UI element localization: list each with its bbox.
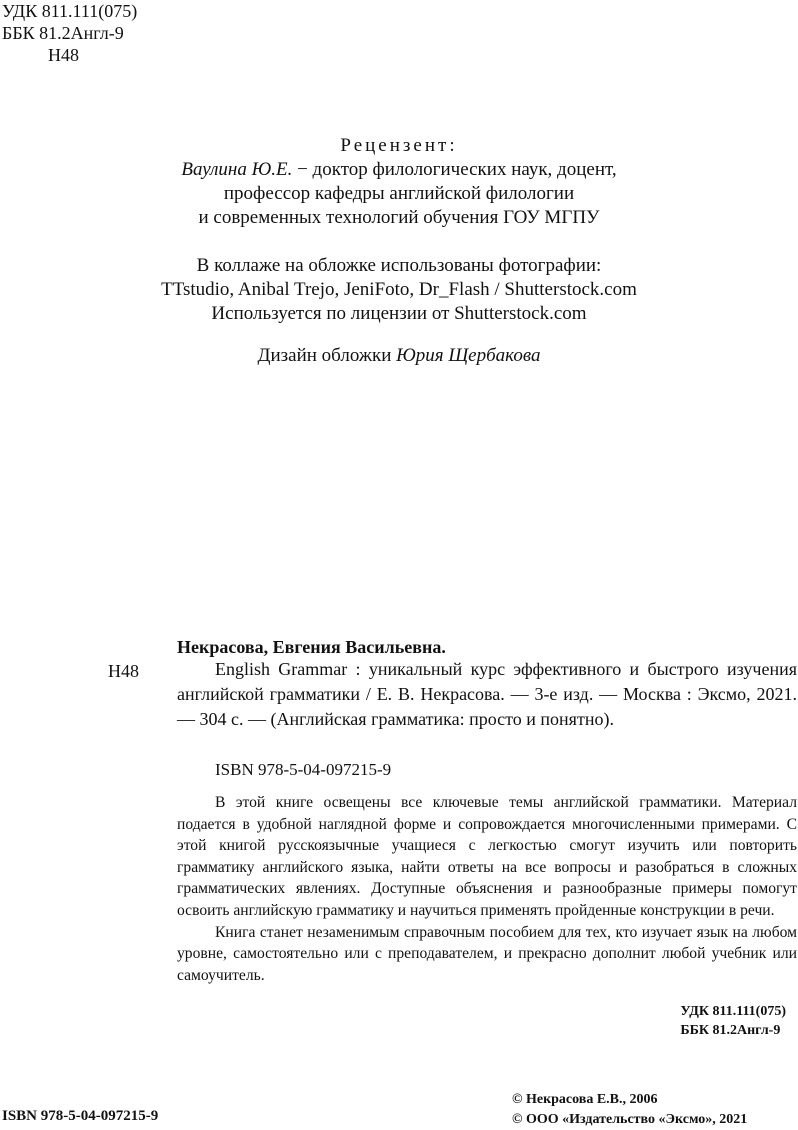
top-classification-codes [2, 0, 137, 66]
reviewer-line-3: и современных технологий обучения ГОУ МГПУ [198, 207, 600, 228]
top-author-mark: Н48 [48, 45, 79, 65]
copyright-publisher: © ООО «Издательство «Эксмо», 2021 [512, 1112, 748, 1127]
top-bbk-code: ББК 81.2Англ-9 [2, 23, 124, 43]
reviewer-credentials: − доктор филологических наук, доцент, [292, 159, 617, 180]
reviewer-name: Ваулина Ю.Е. [181, 159, 293, 180]
cover-design-prefix: Дизайн обложки [257, 345, 397, 366]
catalog-entry [177, 657, 797, 732]
catalog-udk-code: УДК 811.111(075) [680, 1004, 786, 1019]
cover-design-credit [0, 344, 798, 368]
reviewer-line-1 [0, 158, 798, 182]
catalog-abstract [177, 792, 797, 986]
photo-credits-line-1: В коллаже на обложке использованы фотографии: [196, 255, 602, 276]
top-udk-code: УДК 811.111(075) [2, 1, 138, 21]
catalog-entry-text: English Grammar : уникальный курс эффективного и быстрого изучения английской грамматики / Е. В. Некрасова. — 3-е изд. — Москва : Эксмо, 2021. — 304 с. — (Английская грамматика: просто и понятно). [177, 659, 797, 729]
photo-credits [0, 254, 798, 326]
cover-designer-name: Юрия Щербакова [396, 345, 541, 366]
copyright-author: © Некрасова Е.В., 2006 [512, 1092, 658, 1107]
catalog-author-mark: Н48 [108, 661, 139, 681]
catalog-bbk-code: ББК 81.2Англ-9 [680, 1023, 781, 1038]
photo-credits-line-3: Используется по лицензии от Shutterstock.com [211, 303, 587, 324]
copyright-block [512, 1090, 747, 1130]
reviewer-block [0, 134, 798, 230]
photo-credits-line-2: TTstudio, Anibal Trejo, JeniFoto, Dr_Flash / Shutterstock.com [161, 279, 637, 300]
catalog-author: Некрасова, Евгения Васильевна. [177, 637, 446, 657]
reviewer-line-2: профессор кафедры английской филологии [223, 183, 575, 204]
abstract-paragraph-2: Книга станет незаменимым справочным пособием для тех, кто изучает язык на любом уровне, самостоятельно или с преподавателем, и прекрасно дополнит любой учебник или самоучитель. [177, 923, 797, 984]
reviewer-heading: Рецензент: [340, 135, 458, 156]
abstract-paragraph-1: В этой книге освещены все ключевые темы английской грамматики. Материал подается в удобной наглядной форме и сопровождается многочисленными примерами. С этой книгой русскоязычные учащиеся с легкостью смогут изучить или повторить грамматику английского языка, найти ответы на все вопросы и разобраться в сложных грамматических явлениях. Доступные объяснения и разнообразные примеры помогут освоить английскую грамматику и научиться применять пройденные конструкции в речи. [177, 794, 797, 919]
catalog-classification-codes [680, 1002, 786, 1040]
footer-isbn: ISBN 978-5-04-097215-9 [2, 1108, 159, 1124]
catalog-isbn: ISBN 978-5-04-097215-9 [215, 760, 392, 779]
